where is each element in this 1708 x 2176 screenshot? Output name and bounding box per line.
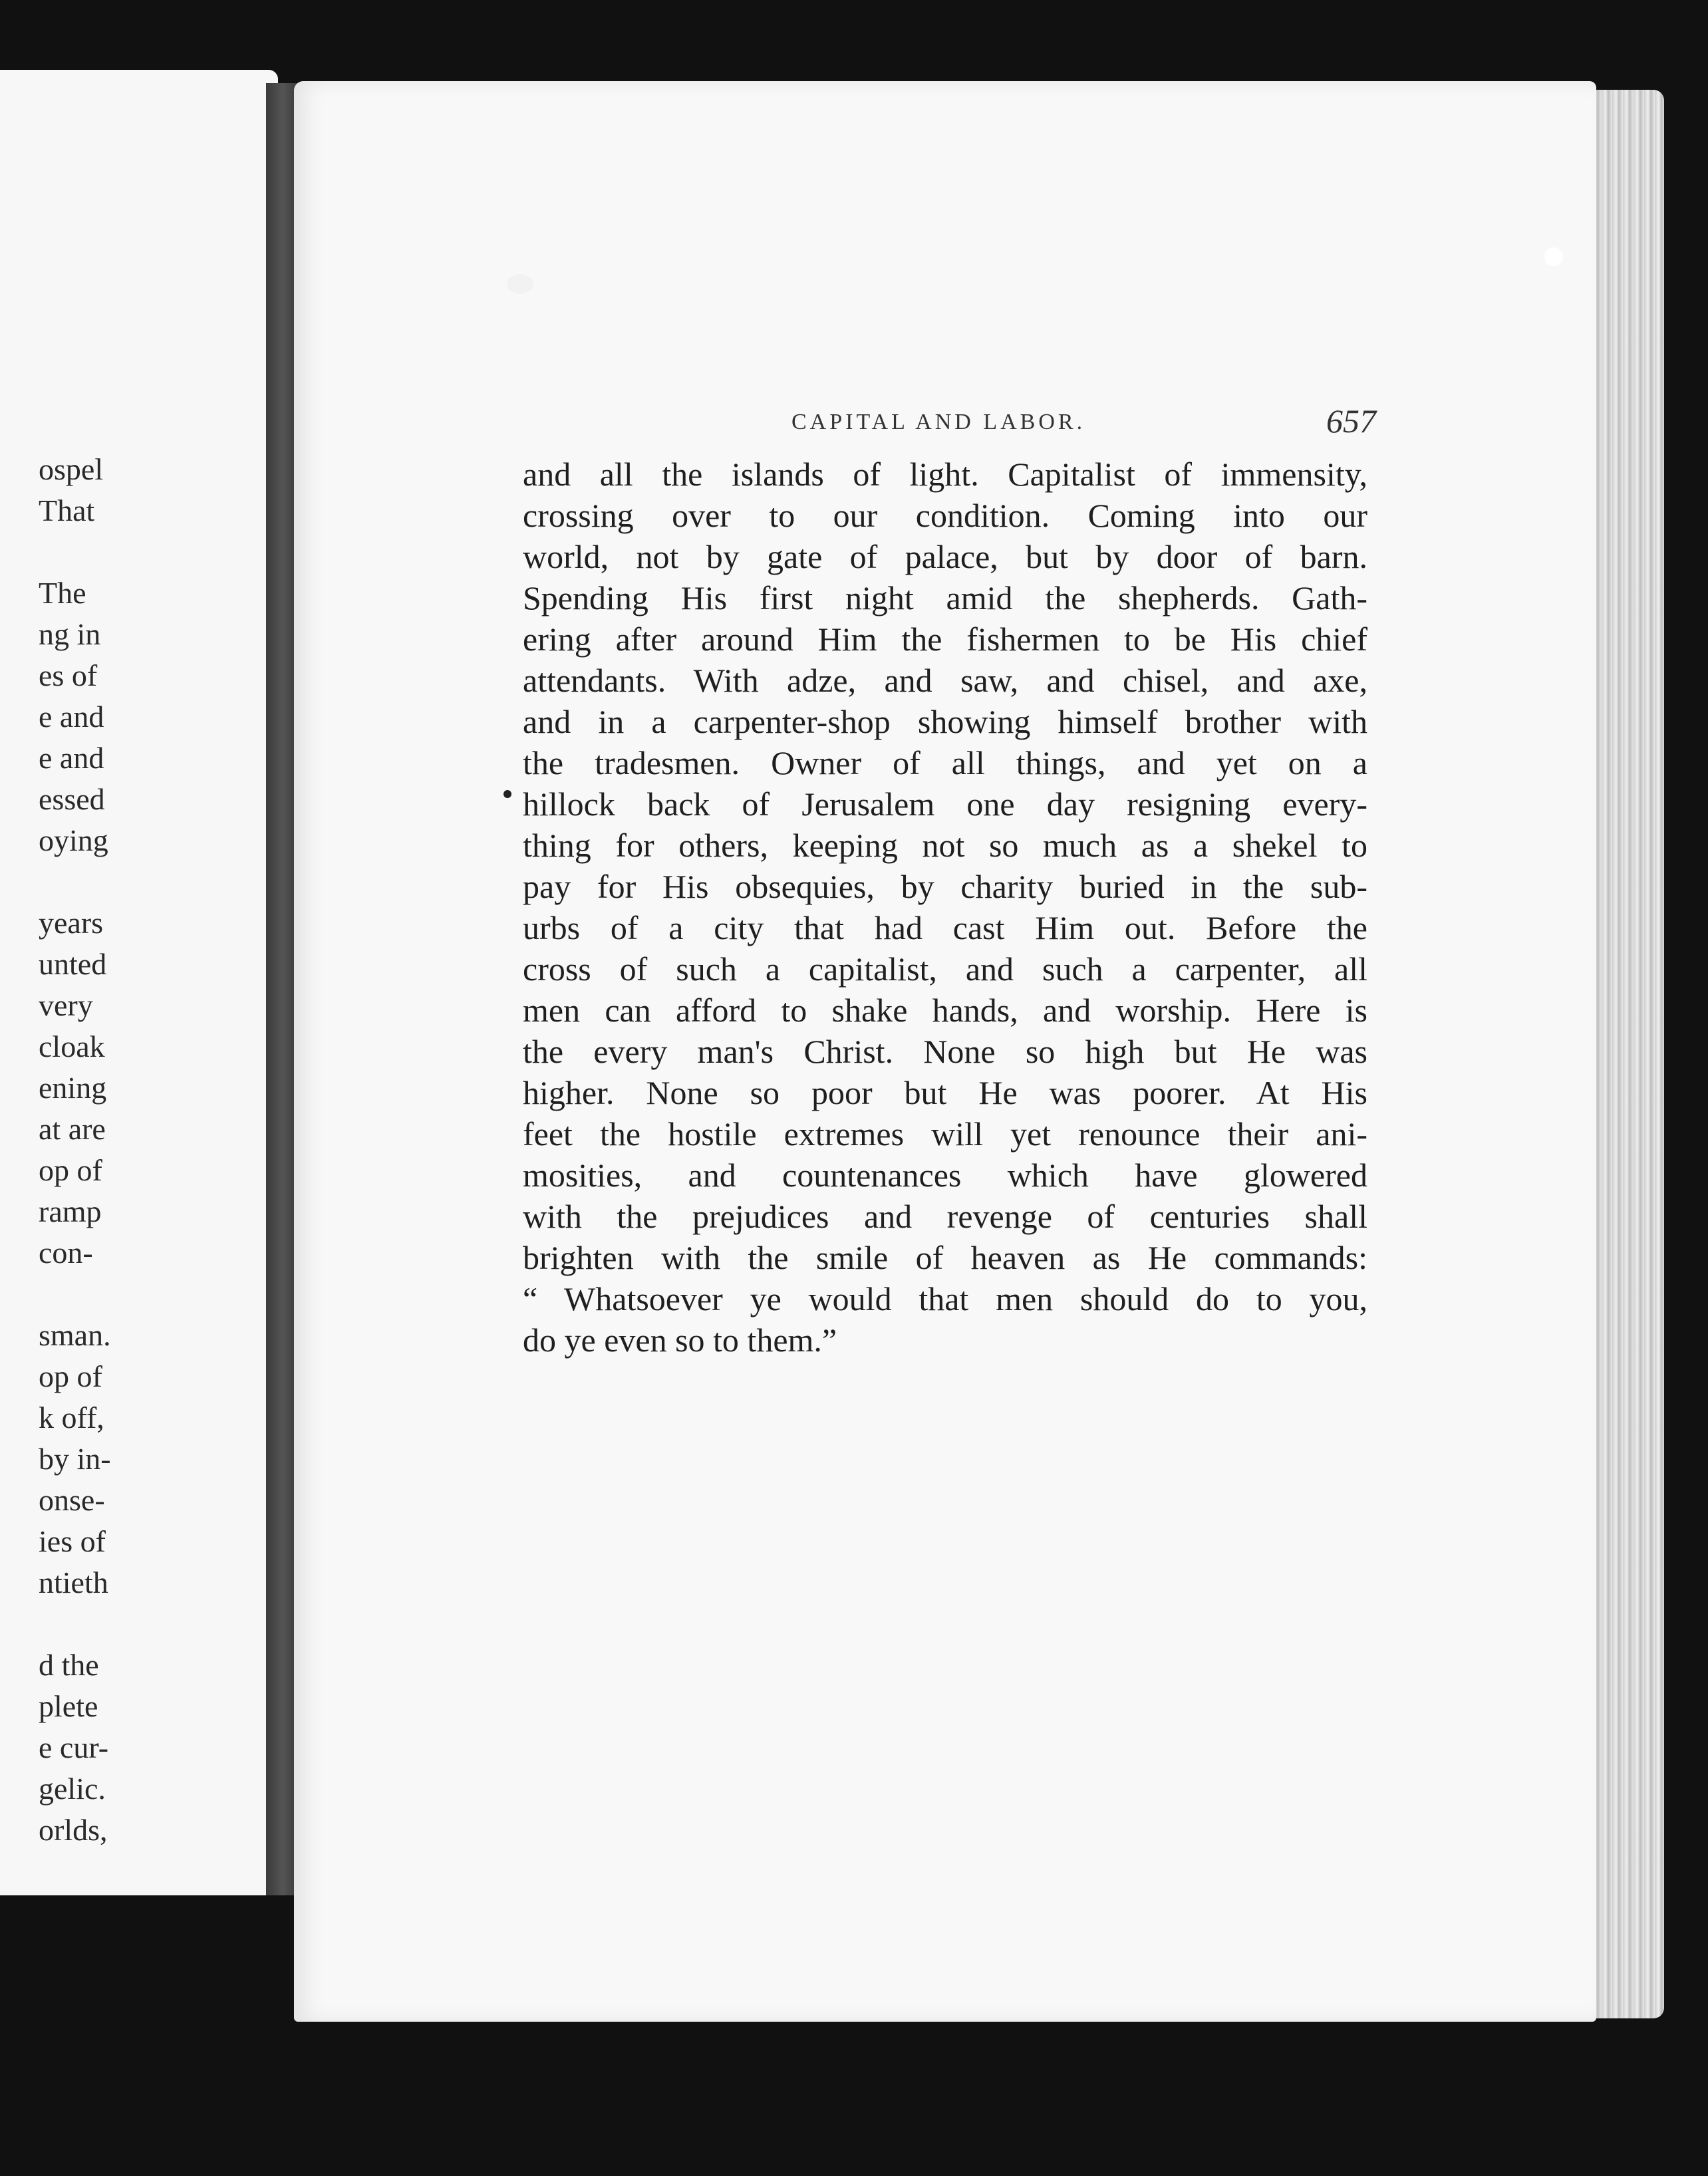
right-page: [294, 81, 1596, 2022]
running-title: CAPITAL AND LABOR.: [791, 410, 1086, 434]
left-fragment: The: [39, 576, 86, 610]
left-page: [0, 70, 278, 1895]
text-line: the every man's Christ. None so high but He was: [523, 1033, 1367, 1070]
left-page-text-fragments: [39, 449, 278, 1851]
text-line: “ Whatsoever ye would that men should do to you,: [523, 1280, 1367, 1317]
left-fragment: by in-: [39, 1442, 111, 1476]
left-fragment: very: [39, 988, 93, 1022]
left-fragment: That: [39, 493, 95, 527]
text-line: cross of such a capitalist, and such a carpenter, all: [523, 950, 1367, 988]
text-line: mosities, and countenances which have glowered: [523, 1156, 1367, 1194]
text-line: men can afford to shake hands, and worship. Here is: [523, 992, 1367, 1029]
left-fragment: ntieth: [39, 1565, 108, 1599]
left-fragment: op of: [39, 1153, 102, 1187]
page-number: 657: [1326, 402, 1376, 440]
body-text: [523, 454, 1367, 1361]
margin-dot-mark: [503, 790, 511, 798]
left-fragment: gelic.: [39, 1772, 106, 1806]
text-line: crossing over to our condition. Coming into our: [523, 497, 1367, 534]
text-line: ering after around Him the fishermen to be His chief: [523, 620, 1367, 658]
left-fragment: onse-: [39, 1483, 105, 1517]
left-fragment: sman.: [39, 1318, 111, 1352]
text-line: feet the hostile extremes will yet renounce their ani-: [523, 1115, 1367, 1153]
left-fragment: orlds,: [39, 1813, 108, 1847]
left-fragment: essed: [39, 782, 105, 816]
left-fragment: plete: [39, 1689, 98, 1723]
text-line: urbs of a city that had cast Him out. Before the: [523, 909, 1367, 946]
left-fragment: [39, 861, 278, 902]
text-line: the tradesmen. Owner of all things, and yet on a: [523, 744, 1367, 781]
left-fragment: at are: [39, 1112, 106, 1146]
text-line: pay for His obsequies, by charity buried in the sub-: [523, 868, 1367, 905]
page-edges: [1591, 90, 1664, 2018]
left-fragment: ramp: [39, 1194, 102, 1228]
left-fragment: [39, 531, 278, 573]
left-fragment: years: [39, 906, 104, 940]
left-fragment: e and: [39, 741, 104, 775]
text-line: with the prejudices and revenge of centuries shall: [523, 1198, 1367, 1235]
left-fragment: es of: [39, 658, 98, 692]
left-fragment: oying: [39, 823, 108, 857]
left-fragment: op of: [39, 1359, 102, 1393]
paper-speck: [507, 274, 533, 294]
left-fragment: d the: [39, 1648, 99, 1682]
left-fragment: [39, 1274, 278, 1315]
left-fragment: ening: [39, 1071, 107, 1105]
text-line: brighten with the smile of heaven as He commands:: [523, 1239, 1367, 1276]
left-fragment: unted: [39, 947, 107, 981]
text-line: hillock back of Jerusalem one day resigning every-: [523, 785, 1367, 823]
left-fragment: k off,: [39, 1401, 104, 1434]
running-head: [294, 402, 1596, 448]
left-fragment: ng in: [39, 617, 101, 651]
text-line: attendants. With adze, and saw, and chisel, and axe,: [523, 662, 1367, 699]
text-line: and in a carpenter-shop showing himself brother with: [523, 703, 1367, 740]
left-fragment: e and: [39, 700, 104, 734]
paper-speck: [1544, 247, 1563, 266]
left-fragment: cloak: [39, 1029, 105, 1063]
left-fragment: e cur-: [39, 1730, 109, 1764]
text-line: thing for others, keeping not so much as a shekel to: [523, 827, 1367, 864]
text-line: do ye even so to them.”: [523, 1321, 837, 1359]
text-line: higher. None so poor but He was poorer. At His: [523, 1074, 1367, 1111]
left-fragment: con-: [39, 1236, 93, 1270]
left-fragment: ies of: [39, 1524, 106, 1558]
left-fragment: ospel: [39, 452, 104, 486]
left-fragment: [39, 1603, 278, 1645]
text-line: and all the islands of light. Capitalist of immensity,: [523, 456, 1367, 493]
text-line: world, not by gate of palace, but by door of barn.: [523, 538, 1367, 575]
text-line: Spending His first night amid the shepherds. Gath-: [523, 579, 1367, 616]
